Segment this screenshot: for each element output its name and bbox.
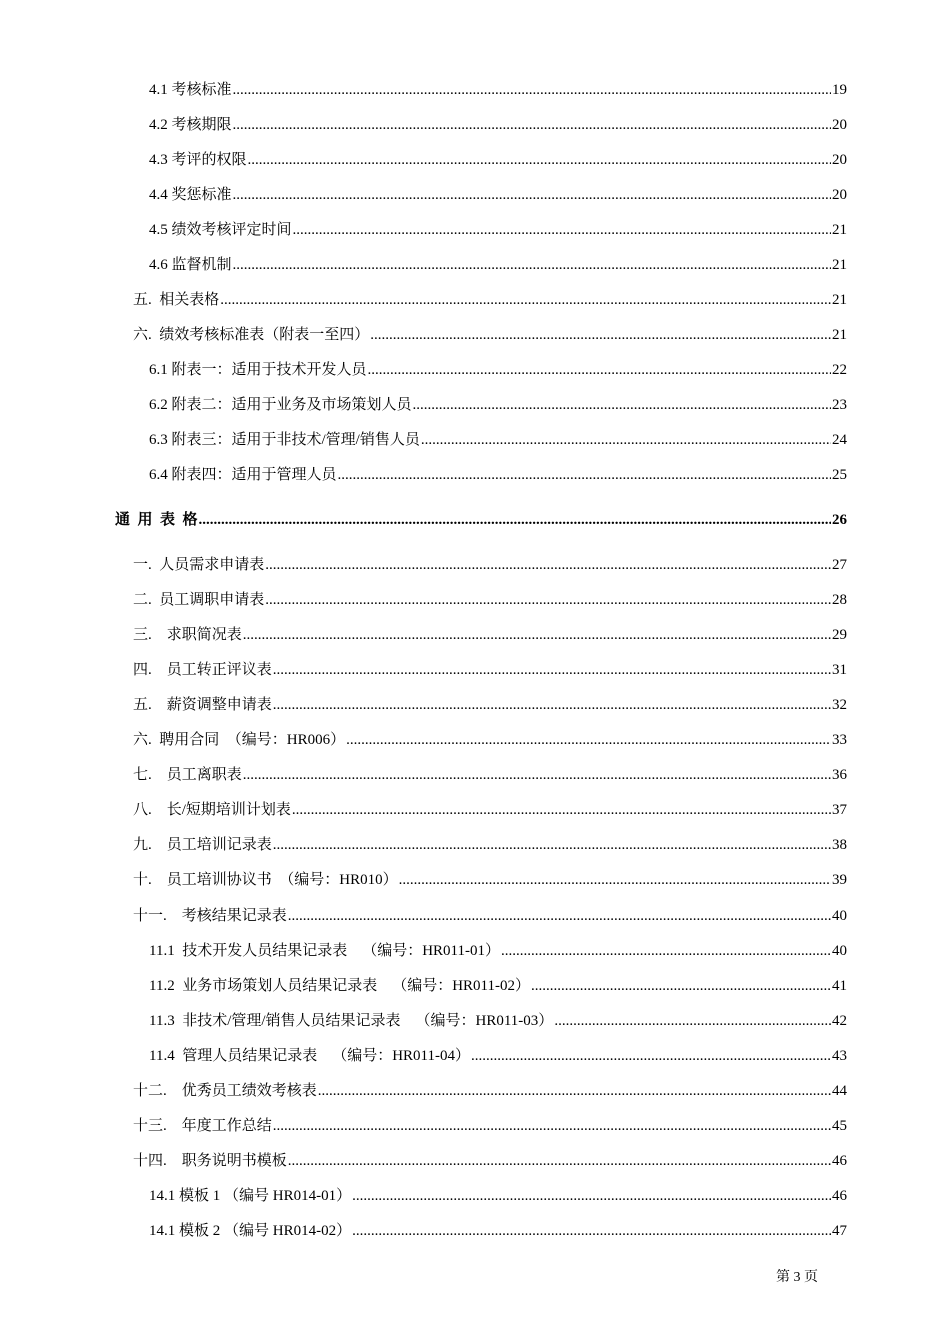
toc-leader (273, 660, 831, 680)
toc-page-number: 20 (832, 117, 847, 133)
toc-leader (370, 325, 831, 345)
toc-leader (292, 800, 831, 820)
toc-entry[interactable] (149, 185, 847, 205)
toc-leader (233, 255, 831, 275)
toc-entry[interactable] (133, 325, 847, 345)
toc-entry-label: 五. 薪资调整申请表 (133, 697, 272, 713)
toc-entry-label: 11.3 非技术/管理/销售人员结果记录表 （编号：HR011-03） (149, 1013, 554, 1029)
toc-leader (273, 835, 831, 855)
toc-page-number: 43 (832, 1048, 847, 1064)
toc-page-number: 25 (832, 467, 847, 483)
toc-entry-label: 11.1 技术开发人员结果记录表 （编号：HR011-01） (149, 943, 500, 959)
toc-entry-label: 6.4 附表四：适用于管理人员 (149, 467, 337, 483)
toc-page-number: 46 (832, 1153, 847, 1169)
toc-page-number: 40 (832, 943, 847, 959)
toc-leader (288, 906, 831, 926)
toc-page-number: 21 (832, 222, 847, 238)
toc-entry-label: 4.1 考核标准 (149, 82, 232, 98)
toc-entry-label: 十三. 年度工作总结 (133, 1118, 272, 1134)
toc-entry-label: 六. 绩效考核标准表（附表一至四） (133, 327, 370, 343)
toc-entry[interactable] (149, 941, 847, 961)
toc-entry[interactable] (133, 1081, 847, 1101)
toc-entry-label: 4.4 奖惩标准 (149, 187, 232, 203)
toc-page-number: 32 (832, 697, 847, 713)
toc-entry-label: 4.3 考评的权限 (149, 152, 247, 168)
toc-entry-label: 4.6 监督机制 (149, 257, 232, 273)
toc-entry-label: 六. 聘用合同 （编号：HR006） (133, 732, 346, 748)
toc-page-number: 24 (832, 432, 847, 448)
toc-leader (220, 290, 831, 310)
toc-page-number: 36 (832, 767, 847, 783)
toc-entry[interactable] (149, 430, 847, 450)
toc-entry[interactable] (133, 590, 847, 610)
toc-entry[interactable] (149, 465, 847, 485)
toc-page-number: 38 (832, 837, 847, 853)
toc-entry-label: 14.1 模板 1 （编号 HR014-01） (149, 1188, 352, 1204)
toc-entry[interactable] (133, 290, 847, 310)
toc-entry-label: 四. 员工转正评议表 (133, 662, 272, 678)
toc-page-number: 26 (832, 512, 847, 528)
toc-leader (531, 976, 831, 996)
toc-page-number: 21 (832, 292, 847, 308)
toc-entry[interactable] (149, 150, 847, 170)
toc-page-number: 19 (832, 82, 847, 98)
toc-leader (233, 185, 831, 205)
toc-entry-label: 十四. 职务说明书模板 (133, 1153, 287, 1169)
toc-entry-label: 九. 员工培训记录表 (133, 837, 272, 853)
toc-entry-label: 三. 求职简况表 (133, 627, 242, 643)
toc-page-number: 27 (832, 557, 847, 573)
toc-entry[interactable] (133, 555, 847, 575)
toc-section-heading[interactable] (115, 510, 847, 530)
toc-entry[interactable] (133, 1116, 847, 1136)
toc-page-number: 39 (832, 872, 847, 888)
toc-leader (338, 465, 831, 485)
toc-leader (352, 1186, 831, 1206)
toc-page-number: 44 (832, 1083, 847, 1099)
toc-leader (346, 730, 831, 750)
toc-entry[interactable] (133, 800, 847, 820)
toc-entry-label: 4.5 绩效考核评定时间 (149, 222, 292, 238)
toc-entry[interactable] (133, 660, 847, 680)
toc-entry-label: 七. 员工离职表 (133, 767, 242, 783)
toc-entry-label: 4.2 考核期限 (149, 117, 232, 133)
toc-entry[interactable] (149, 220, 847, 240)
toc-page-number: 28 (832, 592, 847, 608)
toc-page-number: 20 (832, 187, 847, 203)
toc-entry[interactable] (149, 255, 847, 275)
toc-entry[interactable] (149, 1221, 847, 1241)
toc-leader (471, 1046, 831, 1066)
toc-entry[interactable] (133, 765, 847, 785)
toc-entry[interactable] (149, 1186, 847, 1206)
page-number-footer: 第 3 页 (776, 1270, 818, 1285)
toc-leader (399, 870, 831, 890)
toc-page-number: 40 (832, 908, 847, 924)
toc-entry[interactable] (149, 115, 847, 135)
toc-leader (243, 625, 831, 645)
toc-leader (288, 1151, 831, 1171)
toc-page-number: 31 (832, 662, 847, 678)
toc-leader (265, 590, 831, 610)
toc-entry[interactable] (133, 695, 847, 715)
toc-leader (199, 510, 831, 530)
toc-page-number: 21 (832, 257, 847, 273)
toc-leader (248, 150, 831, 170)
toc-entry-label: 11.4 管理人员结果记录表 （编号：HR011-04） (149, 1048, 470, 1064)
toc-entry-label: 五. 相关表格 (133, 292, 220, 308)
toc-entry[interactable] (133, 870, 847, 890)
toc-page-number: 20 (832, 152, 847, 168)
toc-page-number: 33 (832, 732, 847, 748)
toc-entry-label: 二. 员工调职申请表 (133, 592, 265, 608)
toc-page-number: 29 (832, 627, 847, 643)
toc-entry[interactable] (149, 1046, 847, 1066)
toc-leader (293, 220, 831, 240)
toc-entry-label: 一. 人员需求申请表 (133, 557, 265, 573)
toc-entry-label: 14.1 模板 2 （编号 HR014-02） (149, 1223, 352, 1239)
toc-page-number: 42 (832, 1013, 847, 1029)
toc-leader (273, 695, 831, 715)
toc-page-number: 21 (832, 327, 847, 343)
toc-entry-label: 11.2 业务市场策划人员结果记录表 （编号：HR011-02） (149, 978, 530, 994)
toc-page-number: 41 (832, 978, 847, 994)
toc-entry[interactable] (133, 906, 847, 926)
toc-entry-label: 八. 长/短期培训计划表 (133, 802, 291, 818)
toc-leader (243, 765, 831, 785)
toc-entry[interactable] (149, 80, 847, 100)
toc-entry[interactable] (149, 976, 847, 996)
toc-page-number: 37 (832, 802, 847, 818)
toc-entry[interactable] (133, 730, 847, 750)
toc-leader (421, 430, 831, 450)
toc-entry-label: 6.1 附表一：适用于技术开发人员 (149, 362, 367, 378)
toc-page-number: 22 (832, 362, 847, 378)
toc-entry-label: 通 用 表 格 (115, 512, 198, 528)
toc-leader (501, 941, 831, 961)
toc-page-number: 23 (832, 397, 847, 413)
toc-leader (233, 115, 831, 135)
toc-leader (265, 555, 831, 575)
toc-leader (273, 1116, 831, 1136)
toc-entry[interactable] (149, 360, 847, 380)
toc-page-number: 46 (832, 1188, 847, 1204)
toc-entry-label: 十一. 考核结果记录表 (133, 908, 287, 924)
toc-page-number: 45 (832, 1118, 847, 1134)
toc-entry-label: 6.2 附表二：适用于业务及市场策划人员 (149, 397, 412, 413)
toc-page-number: 47 (832, 1223, 847, 1239)
toc-entry-label: 6.3 附表三：适用于非技术/管理/销售人员 (149, 432, 420, 448)
toc-entry[interactable] (133, 625, 847, 645)
toc-entry[interactable] (133, 835, 847, 855)
toc-entry-label: 十二. 优秀员工绩效考核表 (133, 1083, 317, 1099)
toc-leader (352, 1221, 831, 1241)
toc-leader (233, 80, 831, 100)
toc-entry[interactable] (133, 1151, 847, 1171)
toc-leader (554, 1011, 831, 1031)
toc-leader (413, 395, 831, 415)
toc-entry[interactable] (149, 1011, 847, 1031)
toc-leader (318, 1081, 831, 1101)
toc-leader (368, 360, 831, 380)
toc-entry[interactable] (149, 395, 847, 415)
toc-entry-label: 十. 员工培训协议书 （编号：HR010） (133, 872, 398, 888)
